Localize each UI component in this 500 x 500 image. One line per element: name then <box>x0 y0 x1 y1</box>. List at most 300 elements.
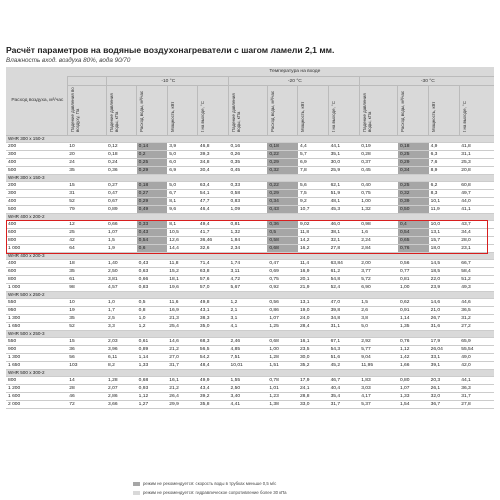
table-cell: 1 650 <box>6 323 67 331</box>
table-cell: 25 <box>67 229 106 237</box>
table-cell: 31,7 <box>329 401 360 409</box>
table-cell: 39,3 <box>198 151 229 159</box>
table-cell: 1,28 <box>267 354 298 362</box>
table-cell: 2,50 <box>229 385 268 393</box>
table-cell: 56,5 <box>198 346 229 354</box>
table-cell: 0,75 <box>359 190 398 198</box>
table-row <box>6 338 494 346</box>
table-cell: 24,1 <box>298 385 329 393</box>
table-cell: 15,2 <box>167 268 198 276</box>
table-cell: 400 <box>6 260 67 268</box>
table-cell: 0,43 <box>267 206 298 214</box>
table-cell: 30,0 <box>329 159 360 167</box>
table-cell: 33,0 <box>298 401 329 409</box>
table-cell: 67,1 <box>329 338 360 346</box>
table-cell: 17,9 <box>298 377 329 385</box>
table-cell: 45,2 <box>329 362 360 370</box>
table-cell: 14,5 <box>429 260 460 268</box>
table-cell: 0,36 <box>267 221 298 229</box>
table-cell: 7,5 <box>298 190 329 198</box>
table-cell: 28,4 <box>298 323 329 331</box>
table-cell: 0,81 <box>398 276 429 284</box>
table-cell: 42,0 <box>459 362 494 370</box>
table-cell: 3,66 <box>106 401 137 409</box>
column-header-label: Расход воды, м³/час <box>400 90 406 132</box>
table-cell: 6,9 <box>298 159 329 167</box>
header-row-temps <box>6 77 494 86</box>
page-subtitle: Влажность вход. воздуха 80%, вода 90/70 <box>6 57 131 64</box>
group-name: WHR 500 x 300-2 <box>6 370 494 377</box>
table-cell: 1,55 <box>229 377 268 385</box>
table-cell: 1,35 <box>398 323 429 331</box>
table-cell: 3,81 <box>106 276 137 284</box>
column-header <box>359 86 398 136</box>
table-cell: 400 <box>6 159 67 167</box>
column-header <box>267 86 298 136</box>
table-cell: 19,6 <box>167 284 198 292</box>
table-cell: 1,07 <box>398 385 429 393</box>
table-row <box>6 167 494 175</box>
table-row <box>6 315 494 323</box>
column-header <box>106 86 137 136</box>
table-cell: 0,63 <box>137 268 168 276</box>
table-cell: 0,83 <box>229 198 268 206</box>
table-cell: 61 <box>67 276 106 284</box>
table-cell: 26,4 <box>167 393 198 401</box>
table-cell: 0,86 <box>267 307 298 315</box>
table-cell: 1,2 <box>229 299 268 307</box>
table-cell: 62,1 <box>329 182 360 190</box>
table-cell: 0,18 <box>106 151 137 159</box>
table-cell: 0,35 <box>229 159 268 167</box>
table-cell: 10,7 <box>298 206 329 214</box>
temp-header-minus20: -20 °С <box>229 77 360 86</box>
table-cell: 3,3 <box>106 323 137 331</box>
table-cell: 1,74 <box>229 260 268 268</box>
table-cell: 19 <box>67 307 106 315</box>
group-header-row <box>6 175 494 182</box>
table-cell: 31,6 <box>429 323 460 331</box>
table-cell: 0,93 <box>137 385 168 393</box>
table-cell: 14,2 <box>298 237 329 245</box>
table-cell: 8,9 <box>429 167 460 175</box>
table-cell: 6,2 <box>429 182 460 190</box>
table-cell: 0,47 <box>267 260 298 268</box>
table-cell: 2,1 <box>229 307 268 315</box>
table-cell: 0,92 <box>267 284 298 292</box>
table-cell: 49,7 <box>459 190 494 198</box>
group-header-row <box>6 331 494 338</box>
table-cell: 33,1 <box>429 354 460 362</box>
table-cell: 11,8 <box>298 229 329 237</box>
table-cell: 6,11 <box>106 354 137 362</box>
table-cell: 16,2 <box>298 245 329 253</box>
table-cell: 0,56 <box>398 260 429 268</box>
table-cell: 0,19 <box>359 143 398 151</box>
table-cell: 16,9 <box>298 268 329 276</box>
table-cell: 550 <box>6 299 67 307</box>
table-cell: 49,8 <box>198 299 229 307</box>
table-cell: 0,68 <box>267 338 298 346</box>
column-header-label: Падение давления воды, кПа <box>361 92 372 132</box>
table-cell: 35 <box>67 315 106 323</box>
table-cell: 13,1 <box>298 299 329 307</box>
table-cell: 2,92 <box>359 338 398 346</box>
table-cell: 0,50 <box>398 206 429 214</box>
table-cell: 0,43 <box>137 229 168 237</box>
table-cell: 0,61 <box>137 338 168 346</box>
table-cell: 57,6 <box>198 276 229 284</box>
table-cell: 79 <box>67 206 106 214</box>
table-cell: 1,84 <box>229 237 268 245</box>
table-cell: 46,0 <box>329 221 360 229</box>
table-cell: 10,01 <box>229 362 268 370</box>
table-cell: 52,4 <box>329 284 360 292</box>
table-cell: 41,8 <box>459 143 494 151</box>
table-cell: 25,9 <box>329 167 360 175</box>
table-cell: 11,8 <box>167 260 198 268</box>
table-cell: 0,37 <box>359 159 398 167</box>
table-cell: 1,66 <box>398 362 429 370</box>
table-cell: 31 <box>67 190 106 198</box>
table-cell: 2,03 <box>106 338 137 346</box>
table-cell: 49,0 <box>459 354 494 362</box>
table-cell: 65,9 <box>459 338 494 346</box>
table-cell: 2,34 <box>229 245 268 253</box>
table-cell: 27,0 <box>167 354 198 362</box>
table-cell: 0,2 <box>137 151 168 159</box>
table-cell: 0,27 <box>137 190 168 198</box>
table-cell: 1,0 <box>137 315 168 323</box>
table-cell: 58,4 <box>459 268 494 276</box>
table-cell: 35,4 <box>329 393 360 401</box>
table-cell: 24,0 <box>298 315 329 323</box>
column-header-label: t на выходе, °С <box>331 100 337 132</box>
table-cell: 0,29 <box>267 159 298 167</box>
table-cell: 0,29 <box>398 159 429 167</box>
table-cell: 10 <box>67 299 106 307</box>
table-cell: 56 <box>67 354 106 362</box>
table-cell: 1 600 <box>6 393 67 401</box>
table-cell: 19,0 <box>298 307 329 315</box>
table-cell: 1,14 <box>137 354 168 362</box>
table-cell: 0,75 <box>267 276 298 284</box>
table-cell: 0,89 <box>137 346 168 354</box>
table-cell: 21,3 <box>167 315 198 323</box>
table-cell: 200 <box>6 182 67 190</box>
table-cell: 800 <box>6 237 67 245</box>
table-cell: 7,6 <box>429 159 460 167</box>
table-cell: 5,72 <box>359 276 398 284</box>
table-cell: 21,0 <box>429 307 460 315</box>
column-header <box>329 86 360 136</box>
table-cell: 63,84 <box>329 260 360 268</box>
table-cell: 11,4 <box>298 260 329 268</box>
table-cell: 41,7 <box>198 229 229 237</box>
table-cell: 0,34 <box>267 198 298 206</box>
table-cell: 20,3 <box>429 377 460 385</box>
table-cell: 5,0 <box>359 323 398 331</box>
table-cell: 4,72 <box>229 276 268 284</box>
table-cell: 3,1 <box>229 315 268 323</box>
table-row <box>6 385 494 393</box>
table-cell: 8,1 <box>167 221 198 229</box>
table-cell: 35,8 <box>198 401 229 409</box>
table-cell: 6,7 <box>167 190 198 198</box>
table-cell: 3,11 <box>229 268 268 276</box>
table-cell: 0,25 <box>398 151 429 159</box>
table-cell: 0,33 <box>137 221 168 229</box>
table-cell: 0,54 <box>398 229 429 237</box>
table-cell: 300 <box>6 151 67 159</box>
header-row-temperature <box>6 67 494 77</box>
column-header-label: Мощность, кВт <box>169 101 175 132</box>
column-header <box>198 86 229 136</box>
table-cell: 0,14 <box>137 143 168 151</box>
table-cell: 21,2 <box>167 346 198 354</box>
table-cell: 4,1 <box>229 323 268 331</box>
group-name: WHR 300 x 150-2 <box>6 136 494 143</box>
table-cell: 35,2 <box>298 362 329 370</box>
legend-swatch-icon <box>133 482 140 486</box>
table-cell: 63,4 <box>198 182 229 190</box>
table-cell: 0,22 <box>267 151 298 159</box>
legend-item-low-velocity <box>133 481 276 486</box>
table-cell: 0,25 <box>398 182 429 190</box>
table-cell: 18 <box>67 260 106 268</box>
table-cell: 4,9 <box>429 143 460 151</box>
table-cell: 0,5 <box>137 299 168 307</box>
column-header <box>429 86 460 136</box>
table-cell: 35,0 <box>198 323 229 331</box>
table-cell: 0,76 <box>398 338 429 346</box>
table-cell: 1,0 <box>106 299 137 307</box>
column-header-label: Мощность, кВт <box>431 101 437 132</box>
table-cell: 51,2 <box>459 276 494 284</box>
table-cell: 1,6 <box>359 229 398 237</box>
table-cell: 36 <box>67 346 106 354</box>
table-row <box>6 393 494 401</box>
table-cell: 0,28 <box>359 151 398 159</box>
table-cell: 0,32 <box>267 167 298 175</box>
table-cell: 0,26 <box>229 151 268 159</box>
table-cell: 28 <box>67 385 106 393</box>
table-cell: 1,38 <box>267 401 298 409</box>
column-header-label: t на выходе, °С <box>461 100 467 132</box>
table-cell: 55,54 <box>459 346 494 354</box>
table-cell: 6,9 <box>167 167 198 175</box>
table-cell: 0,80 <box>398 377 429 385</box>
table-cell: 0,8 <box>137 307 168 315</box>
table-cell: 27,8 <box>329 245 360 253</box>
table-cell: 23,9 <box>429 284 460 292</box>
table-row <box>6 159 494 167</box>
table-cell: 57,0 <box>198 284 229 292</box>
table-cell: 9,6 <box>167 206 198 214</box>
table-cell: 64 <box>67 245 106 253</box>
table-row <box>6 362 494 370</box>
table-cell: 30,4 <box>198 167 229 175</box>
table-cell: 26,1 <box>429 385 460 393</box>
table-cell: 4,17 <box>359 393 398 401</box>
table-cell: 26,04 <box>429 346 460 354</box>
table-cell: 3,03 <box>359 385 398 393</box>
table-cell: 0,91 <box>398 307 429 315</box>
table-cell: 500 <box>6 206 67 214</box>
table-cell: 52 <box>67 198 106 206</box>
table-cell: 600 <box>6 268 67 276</box>
table-cell: 15 <box>67 182 106 190</box>
table-cell: 1 000 <box>6 284 67 292</box>
table-cell: 2,86 <box>106 393 137 401</box>
table-cell: 0,66 <box>137 276 168 284</box>
table-cell: 0,68 <box>137 377 168 385</box>
table-cell: 800 <box>6 377 67 385</box>
table-cell: 66,7 <box>459 260 494 268</box>
table-cell: 1,54 <box>398 401 429 409</box>
table-cell: 51,9 <box>329 190 360 198</box>
table-cell: 17,9 <box>429 338 460 346</box>
table-cell: 5,6 <box>298 182 329 190</box>
table-cell: 10 <box>67 143 106 151</box>
table-cell: 0,47 <box>106 190 137 198</box>
table-cell: 1 000 <box>6 245 67 253</box>
column-header-label: Падение давления по воздуху, Па <box>69 86 80 132</box>
table-cell: 0,16 <box>229 143 268 151</box>
table-cell: 9,04 <box>359 354 398 362</box>
table-cell: 5,67 <box>229 284 268 292</box>
column-header-label: Падение давления воды, кПа <box>231 92 242 132</box>
table-cell: 2,46 <box>229 338 268 346</box>
table-cell: 31,7 <box>167 362 198 370</box>
column-header <box>229 86 268 136</box>
highlight-frame <box>6 220 488 254</box>
table-cell: 0,29 <box>267 190 298 198</box>
table-cell: 0,49 <box>137 206 168 214</box>
table-cell: 200 <box>6 143 67 151</box>
table-cell: 1,33 <box>137 362 168 370</box>
table-cell: 0,29 <box>137 198 168 206</box>
table-row <box>6 182 494 190</box>
table-cell: 14 <box>67 377 106 385</box>
group-name: WHR 400 x 200-2 <box>6 214 494 221</box>
column-header-label: t на выходе, °С <box>200 100 206 132</box>
table-cell: 1,00 <box>267 346 298 354</box>
table-cell: 3,9 <box>167 143 198 151</box>
table-cell: 2,84 <box>359 245 398 253</box>
table-cell: 8,2 <box>106 362 137 370</box>
table-cell: 1,42 <box>398 354 429 362</box>
group-name: WHR 500 x 250-2 <box>6 292 494 299</box>
table-cell: 1,83 <box>359 377 398 385</box>
table-cell: 12 <box>67 221 106 229</box>
table-cell: 54,1 <box>198 190 229 198</box>
table-cell: 3,8 <box>359 315 398 323</box>
column-header <box>459 86 494 136</box>
table-cell: 1 300 <box>6 315 67 323</box>
table-cell: 7,8 <box>298 167 329 175</box>
table-cell: 34,8 <box>198 159 229 167</box>
table-cell: 44,6 <box>459 299 494 307</box>
table-cell: 2,6 <box>359 307 398 315</box>
table-cell: 16,9 <box>167 307 198 315</box>
table-cell: 46,7 <box>329 377 360 385</box>
table-cell: 51,6 <box>329 354 360 362</box>
table-cell: 3,40 <box>229 393 268 401</box>
table-cell: 1,32 <box>359 206 398 214</box>
table-cell: 54,2 <box>198 354 229 362</box>
table-cell: 35,1 <box>329 151 360 159</box>
table-cell: 4,57 <box>106 284 137 292</box>
table-cell: 1,00 <box>359 198 398 206</box>
table-cell: 25,4 <box>167 323 198 331</box>
table-row <box>6 206 494 214</box>
table-cell: 9,2 <box>298 198 329 206</box>
table-cell: 14,4 <box>167 245 198 253</box>
table-cell: 10,5 <box>167 229 198 237</box>
table-cell: 0,12 <box>106 143 137 151</box>
table-cell: 1,9 <box>106 245 137 253</box>
table-row <box>6 307 494 315</box>
table-cell: 31,7 <box>459 393 494 401</box>
table-cell: 1,33 <box>398 393 429 401</box>
table-cell: 48,1 <box>329 198 360 206</box>
table-cell: 32,6 <box>198 245 229 253</box>
table-cell: 15,7 <box>429 237 460 245</box>
table-cell: 1,32 <box>229 229 268 237</box>
table-row <box>6 143 494 151</box>
table-cell: 550 <box>6 338 67 346</box>
table-cell: 0,98 <box>359 221 398 229</box>
table-cell: 26,7 <box>429 315 460 323</box>
table-cell: 44,1 <box>459 377 494 385</box>
table-cell: 44,0 <box>459 198 494 206</box>
table-cell: 5,0 <box>167 151 198 159</box>
table-cell: 71,4 <box>198 260 229 268</box>
temp-header-minus10: -10 °С <box>106 77 229 86</box>
table-cell: 61,2 <box>329 268 360 276</box>
table-cell: 0,29 <box>137 167 168 175</box>
table-cell: 1,25 <box>267 323 298 331</box>
table-cell: 36,7 <box>429 401 460 409</box>
table-cell: 0,27 <box>106 182 137 190</box>
table-cell: 2,00 <box>359 260 398 268</box>
table-cell: 0,40 <box>359 182 398 190</box>
table-cell: 1,5 <box>106 237 137 245</box>
table-cell: 41,1 <box>459 206 494 214</box>
column-header <box>398 86 429 136</box>
table-cell: 12,6 <box>167 237 198 245</box>
table-cell: 22,0 <box>429 276 460 284</box>
table-cell: 0,68 <box>267 245 298 253</box>
table-cell: 46,8 <box>198 143 229 151</box>
table-cell: 32,1 <box>329 237 360 245</box>
table-cell: 24 <box>67 159 106 167</box>
table-cell: 60,8 <box>459 182 494 190</box>
table-cell: 1,23 <box>267 393 298 401</box>
table-row <box>6 260 494 268</box>
table-cell: 45,3 <box>329 206 360 214</box>
table-row <box>6 268 494 276</box>
table-cell: 0,81 <box>229 221 268 229</box>
table-cell: 1,40 <box>106 260 137 268</box>
table-cell: 32,0 <box>429 393 460 401</box>
table-row <box>6 190 494 198</box>
table-cell: 1,07 <box>106 229 137 237</box>
table-cell: 54,8 <box>329 276 360 284</box>
table-cell: 29,9 <box>167 401 198 409</box>
table-cell: 1 300 <box>6 354 67 362</box>
